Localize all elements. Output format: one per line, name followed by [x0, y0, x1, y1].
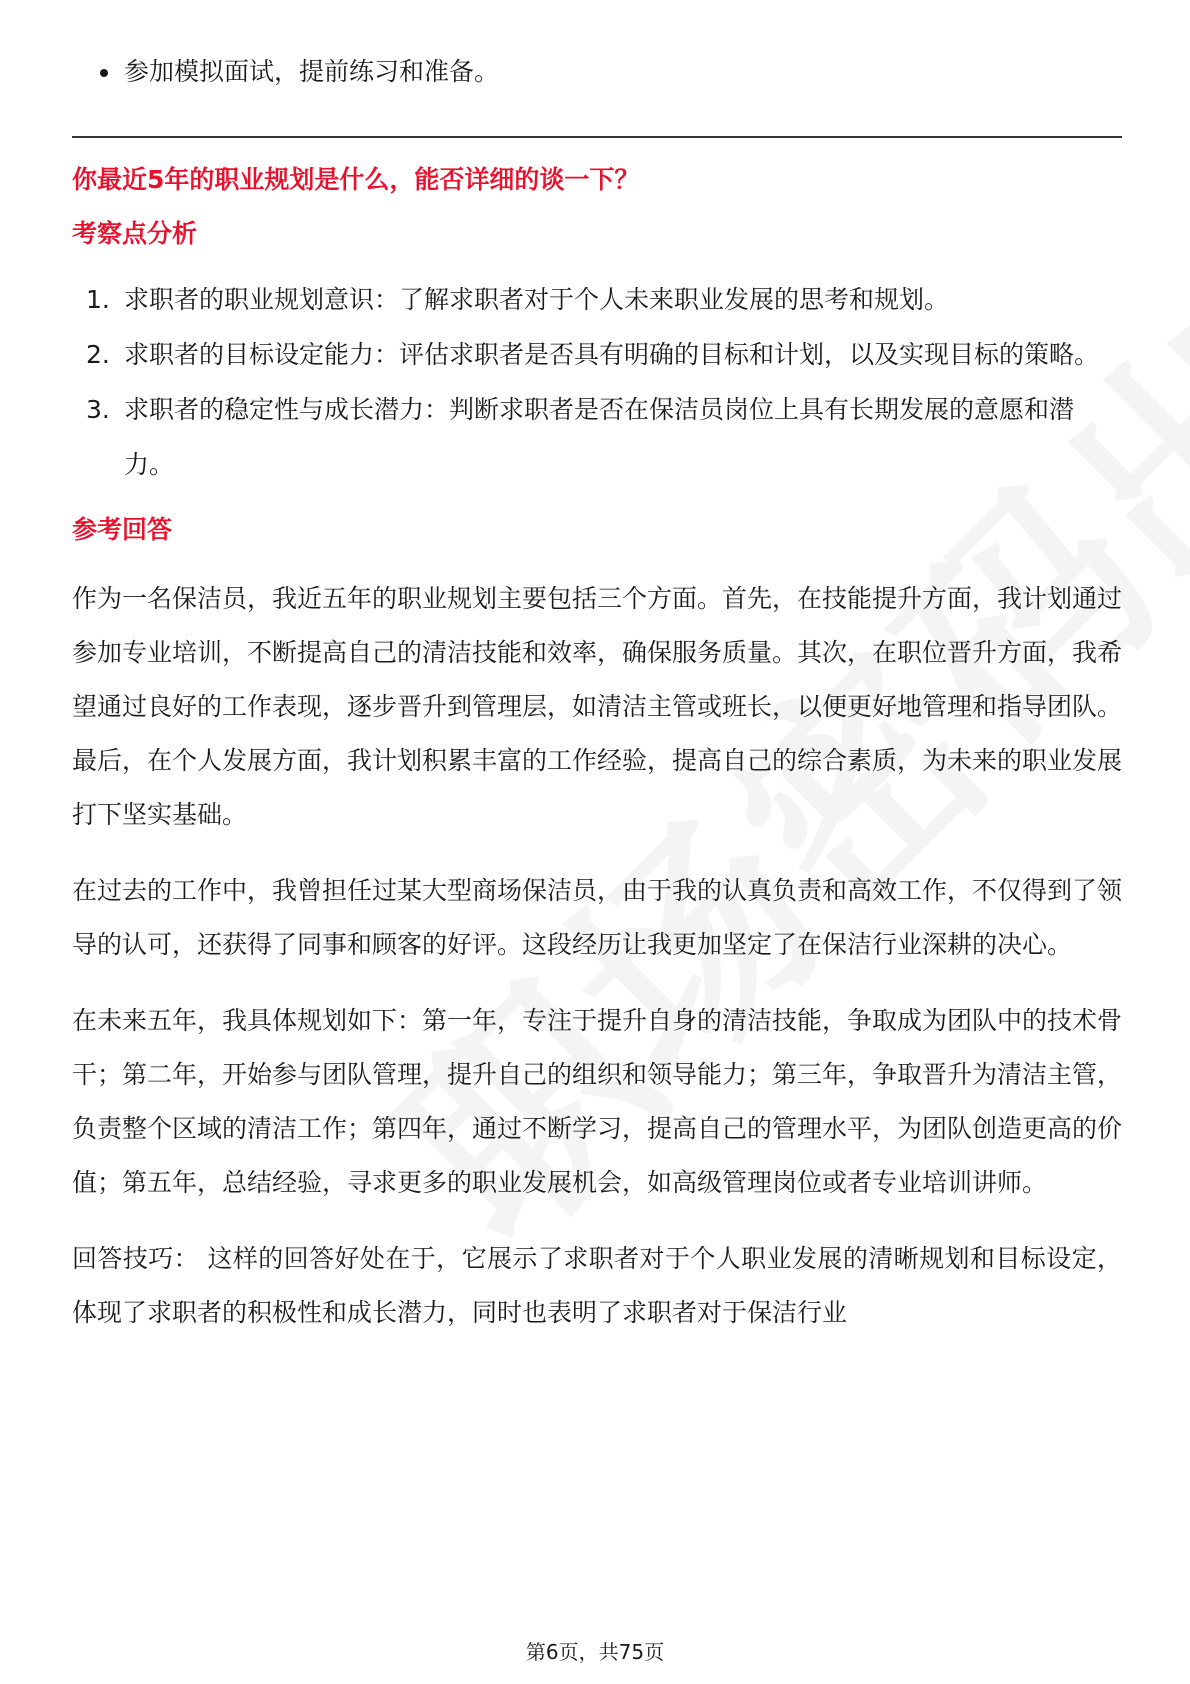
list-number: 2. [86, 340, 110, 369]
list-text: 求职者的目标设定能力：评估求职者是否具有明确的目标和计划，以及实现目标的策略。 [124, 340, 1100, 369]
list-text: 求职者的职业规划意识：了解求职者对于个人未来职业发展的思考和规划。 [124, 285, 950, 314]
section-divider [72, 136, 1122, 138]
bullet-dot-icon [100, 69, 108, 77]
page-footer: 第6页，共75页 [525, 1640, 665, 1664]
page-content [72, 52, 1122, 1340]
bullet-text: 参加模拟面试，提前练习和准备。 [124, 57, 500, 86]
answer-paragraph: 作为一名保洁员，我近五年的职业规划主要包括三个方面。首先，在技能提升方面，我计划通过参加专业培训，不断提高自己的清洁技能和效率，确保服务质量。其次，在职位晋升方面，我希望通过良好的工作表现，逐步晋升到管理层，如清洁主管或班长，以便更好地管理和指导团队。最后，在个人发展方面，我计划积累丰富的工作经验，提高自己的综合素质，为未来的职业发展打下坚实基础。 [72, 584, 1123, 829]
list-item [72, 382, 1122, 492]
list-text: 求职者的稳定性与成长潜力：判断求职者是否在保洁员岗位上具有长期发展的意愿和潜力。 [124, 395, 1075, 479]
question-heading: 你最近5年的职业规划是什么，能否详细的谈一下？ [72, 165, 640, 194]
answer-paragraph: 在未来五年，我具体规划如下：第一年，专注于提升自身的清洁技能，争取成为团队中的技术骨干；第二年，开始参与团队管理，提升自己的组织和领导能力；第三年，争取晋升为清洁主管，负责整个区域的清洁工作；第四年，通过不断学习，提高自己的管理水平，为团队创造更高的价值；第五年，总结经验，寻求更多的职业发展机会，如高级管理岗位或者专业培训讲师。 [72, 1006, 1123, 1197]
list-item [72, 327, 1122, 382]
bullet-item [72, 52, 1122, 92]
answer-paragraph: 在过去的工作中，我曾担任过某大型商场保洁员，由于我的认真负责和高效工作，不仅得到了领导的认可，还获得了同事和顾客的好评。这段经历让我更加坚定了在保洁行业深耕的决心。 [72, 876, 1123, 959]
answer-title: 参考回答 [72, 515, 173, 544]
list-number: 1. [86, 285, 110, 314]
analysis-list [72, 272, 1122, 492]
answer-tip-paragraph: 回答技巧： 这样的回答好处在于，它展示了求职者对于个人职业发展的清晰规划和目标设定，体现了求职者的积极性和成长潜力，同时也表明了求职者对于保洁行业 [72, 1244, 1122, 1327]
list-item [72, 272, 1122, 327]
analysis-title: 考察点分析 [72, 219, 198, 248]
list-number: 3. [86, 395, 110, 424]
